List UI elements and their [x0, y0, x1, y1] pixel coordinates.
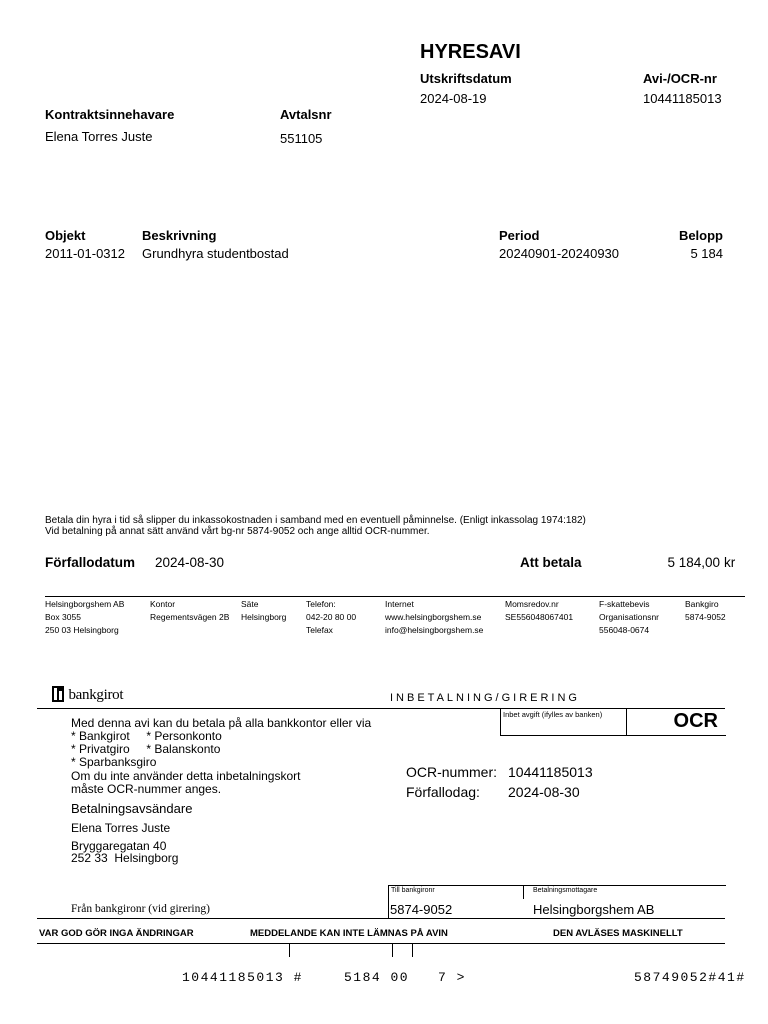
from-bankgiro-label: Från bankgironr (vid girering) — [71, 903, 210, 915]
agreement-number-value: 551105 — [280, 131, 323, 146]
row-amount: 5 184 — [690, 246, 723, 261]
fee-box-bottom-border — [500, 735, 726, 736]
company-name: Helsingborgshem AB — [45, 599, 125, 609]
payment-notice-line-2: Vid betalning på annat sätt använd vårt bg-nr 5874-9052 och ange alltid OCR-nummer. — [45, 526, 430, 537]
slip-due-label: Förfallodag: — [406, 784, 480, 800]
slip-heading: INBETALNING/GIRERING — [390, 692, 580, 704]
fee-label: Inbet avgift (ifylles av banken) — [503, 710, 603, 719]
fax-label: Telefax — [306, 625, 333, 635]
giro-box-top-border — [388, 885, 726, 886]
sender-label: Betalningsavsändare — [71, 801, 193, 816]
ocr-number-value: 10441185013 — [643, 91, 722, 106]
phone-value: 042-20 80 00 — [306, 612, 357, 622]
contract-holder-value: Elena Torres Juste — [45, 129, 153, 144]
giro-box-mid-border — [523, 885, 524, 899]
payment-notice-line-1: Betala din hyra i tid så slipper du inkassokostnaden i samband med en eventuell påminnelse. (Enligt inkassolag 1974:182) — [45, 515, 586, 526]
column-header-description: Beskrivning — [142, 228, 217, 243]
ocr-line-check: 7 > — [438, 970, 466, 985]
document-title: HYRESAVI — [420, 41, 521, 63]
payee-value: Helsingborgshem AB — [533, 902, 655, 917]
slip-ocr-label: OCR-nummer: — [406, 764, 498, 780]
bankgiro-value: 5874-9052 — [685, 612, 726, 622]
vat-label: Momsredov.nr — [505, 599, 559, 609]
notice-no-changes: VAR GOD GÖR INGA ÄNDRINGAR — [39, 928, 194, 939]
to-bankgiro-value: 5874-9052 — [390, 902, 453, 917]
bankgirot-logo-text: bankgirot — [68, 687, 124, 703]
fee-box-left-border — [500, 708, 501, 735]
internet-label: Internet — [385, 599, 414, 609]
payee-label: Betalningsmottagare — [533, 887, 598, 894]
slip-ocr-value: 10441185013 — [508, 764, 593, 780]
slip-due-value: 2024-08-30 — [508, 784, 580, 800]
row-period: 20240901-20240930 — [499, 246, 620, 261]
vat-value: SE556048067401 — [505, 612, 574, 622]
ocr-tick-3 — [412, 943, 413, 957]
column-header-period: Period — [499, 228, 540, 243]
office-value: Regementsvägen 2B — [150, 612, 230, 622]
slip-top-divider — [37, 708, 725, 709]
slip-info-line-1: Med denna avi kan du betala på alla bankkontor eller via — [71, 716, 372, 730]
sender-city: 252 33 Helsingborg — [71, 851, 179, 865]
notice-no-message: MEDDELANDE KAN INTE LÄMNAS PÅ AVIN — [250, 928, 448, 939]
email-link[interactable]: info@helsingborgshem.se — [385, 625, 484, 635]
notice-machine-read: DEN AVLÄSES MASKINELLT — [553, 928, 683, 939]
giro-box-left-border — [388, 885, 389, 918]
slip-info-line-2: * Bankgirot * Personkonto — [71, 729, 222, 743]
slip-info-line-6: måste OCR-nummer anges. — [71, 782, 222, 796]
ocr-line-reference: 10441185013 # — [182, 970, 303, 985]
bankgirot-logo-icon — [52, 686, 64, 702]
sender-street: Bryggaregatan 40 — [71, 839, 167, 853]
office-label: Kontor — [150, 599, 176, 609]
print-date-label: Utskriftsdatum — [420, 71, 512, 86]
website-link[interactable]: www.helsingborgshem.se — [385, 612, 482, 622]
slip-info-line-3: * Privatgiro * Balanskonto — [71, 742, 221, 756]
print-date-value: 2024-08-19 — [420, 91, 487, 106]
slip-bottom-divider — [37, 918, 725, 919]
contract-holder-label: Kontraktsinnehavare — [45, 107, 175, 122]
slip-info-line-5: Om du inte använder detta inbetalningskort — [71, 769, 301, 783]
org-value: 556048-0674 — [599, 625, 650, 635]
phone-label: Telefon: — [306, 599, 336, 609]
column-header-object: Objekt — [45, 228, 86, 243]
amount-due-value: 5 184,00 — [667, 555, 720, 570]
due-date-label: Förfallodatum — [45, 555, 135, 570]
row-description: Grundhyra studentbostad — [142, 246, 289, 261]
footer-divider — [45, 596, 745, 597]
ocr-line-divider — [37, 943, 725, 944]
ocr-number-label: Avi-/OCR-nr — [643, 71, 717, 86]
bankgiro-label: Bankgiro — [685, 599, 719, 609]
ocr-tick-1 — [289, 943, 290, 957]
bankgirot-logo — [52, 686, 123, 704]
to-bankgiro-label: Till bankgironr — [391, 887, 435, 894]
agreement-number-label: Avtalsnr — [280, 107, 332, 122]
column-header-amount: Belopp — [678, 228, 723, 243]
row-object: 2011-01-0312 — [45, 246, 125, 261]
org-label: Organisationsnr — [599, 612, 660, 622]
sender-name: Elena Torres Juste — [71, 821, 171, 835]
seat-value: Helsingborg — [241, 612, 287, 622]
ocr-line-bankgiro: 58749052#41# — [634, 970, 746, 985]
slip-info-line-4: * Sparbanksgiro — [71, 755, 157, 769]
ocr-line-amount: 5184 00 — [344, 970, 410, 985]
ocr-tick-2 — [392, 943, 393, 957]
ocr-badge: OCR — [673, 710, 718, 732]
ftax-label: F-skattebevis — [599, 599, 650, 609]
company-postal: 250 03 Helsingborg — [45, 625, 119, 635]
company-box: Box 3055 — [45, 612, 81, 622]
amount-due-label: Att betala — [520, 555, 582, 570]
due-date-value: 2024-08-30 — [155, 555, 225, 570]
amount-due-currency: kr — [724, 555, 736, 570]
seat-label: Säte — [241, 599, 259, 609]
